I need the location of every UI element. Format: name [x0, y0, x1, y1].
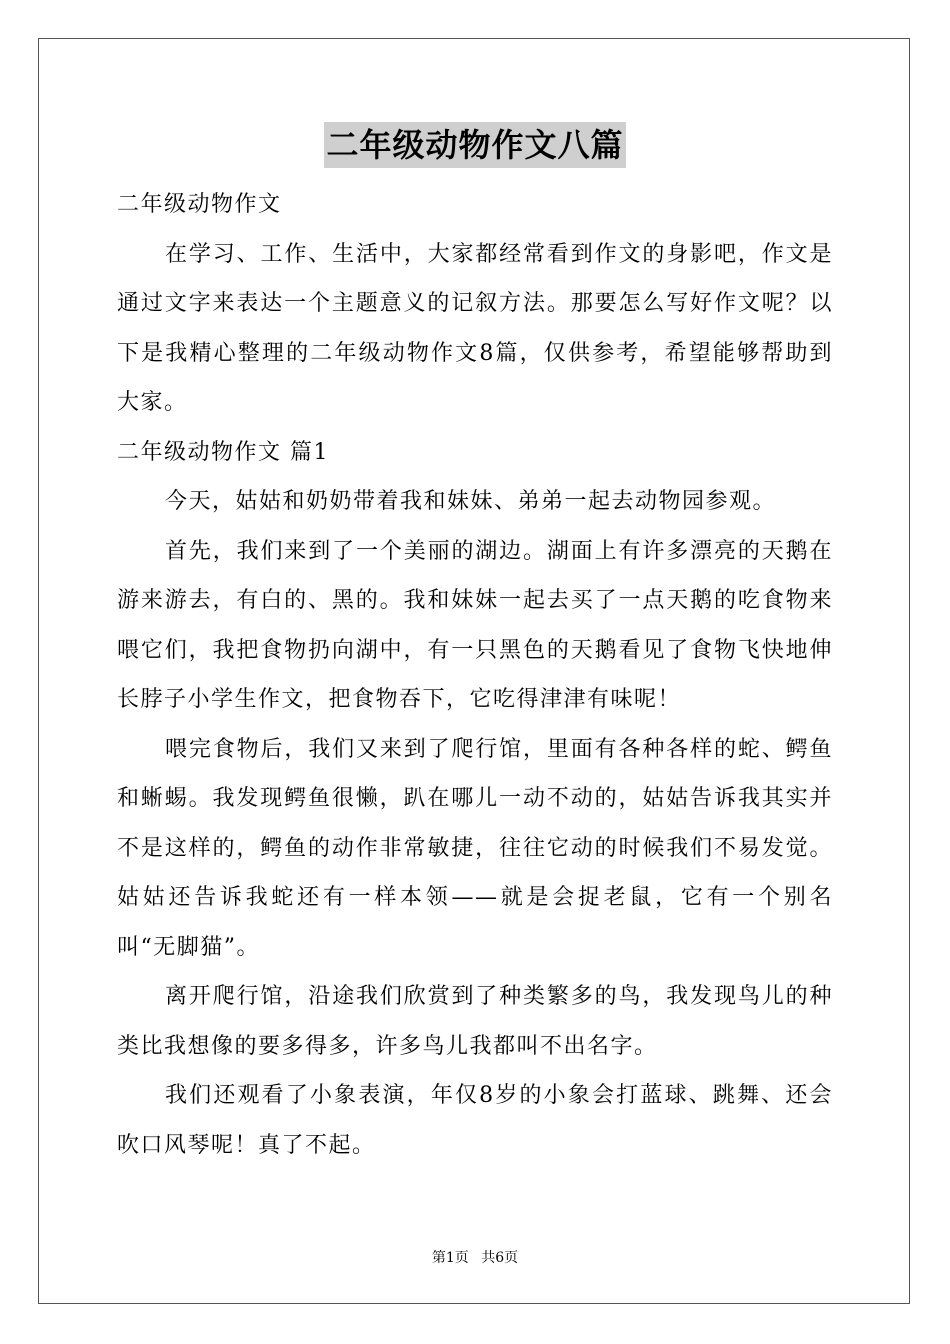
paragraph: 喂完食物后，我们又来到了爬行馆，里面有各种各样的蛇、鳄鱼和蜥蜴。我发现鳄鱼很懒，趴在哪儿一动不动的，姑姑告诉我其实并不是这样的，鳄鱼的动作非常敏捷，往往它动的时候我们不易发觉。姑姑还告诉我蛇还有一样本领——就是会捉老鼠，它有一个别名叫“无脚猫”。: [117, 736, 833, 960]
paragraph: 离开爬行馆，沿途我们欣赏到了种类繁多的鸟，我发现鸟儿的种类比我想像的要多得多，许多鸟儿我都叫不出名字。: [117, 984, 833, 1059]
paragraph: 首先，我们来到了一个美丽的湖边。湖面上有许多漂亮的天鹅在游来游去，有白的、黑的。我和妹妹一起去买了一点天鹅的吃食物来喂它们，我把食物扔向湖中，有一只黑色的天鹅看见了食物飞快地伸长脖子小学生作文，把食物吞下，它吃得津津有味呢！: [117, 538, 833, 712]
article-heading: 二年级动物作文 篇1: [117, 439, 329, 465]
page-number-current: 第1页: [431, 1250, 469, 1266]
page-number-total: 共6页: [481, 1250, 519, 1266]
section-heading: 二年级动物作文: [117, 192, 282, 217]
title-block: [117, 122, 833, 168]
intro-paragraph: 在学习、工作、生活中，大家都经常看到作文的身影吧，作文是通过文字来表达一个主题意义的记叙方法。那要怎么写好作文呢？以下是我精心整理的二年级动物作文8篇，仅供参考，希望能够帮助到大家。: [117, 241, 833, 415]
paragraph: 我们还观看了小象表演，年仅8岁的小象会打蓝球、跳舞、还会吹口风琴呢！真了不起。: [117, 1083, 833, 1158]
paragraph: 今天，姑姑和奶奶带着我和妹妹、弟弟一起去动物园参观。: [165, 489, 777, 514]
page-footer: [0, 1247, 950, 1267]
document-body: [117, 122, 833, 1170]
document-title: 二年级动物作文八篇: [324, 122, 625, 168]
